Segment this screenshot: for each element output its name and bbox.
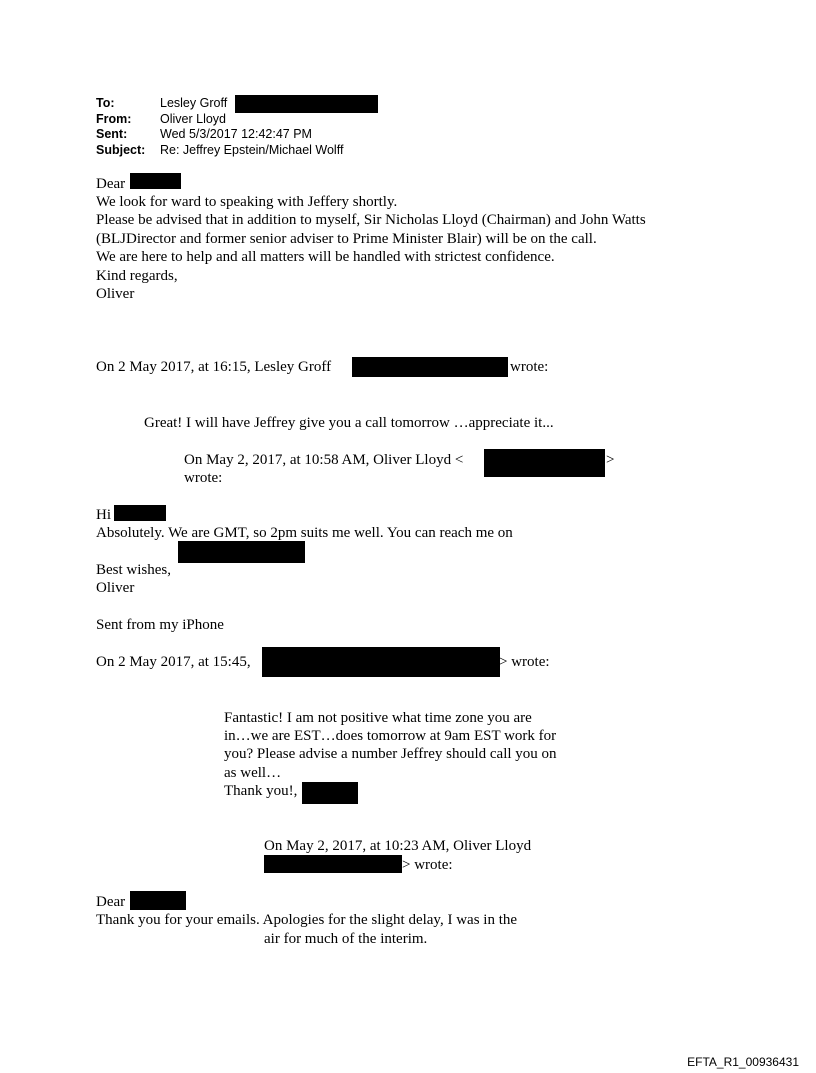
quote-2-header: On May 2, 2017, at 10:58 AM, Oliver Lloyd <	[184, 452, 464, 468]
quote-1-text: Great! I will have Jeffrey give you a call tomorrow …appreciate it...	[144, 415, 554, 431]
thanks-line-1: Thank you for your emails. Apologies for the slight delay, I was in the	[96, 912, 518, 928]
redaction-q2-email	[484, 449, 605, 477]
greeting: Dear	[96, 176, 126, 192]
sent-value: Wed 5/3/2017 12:42:47 PM	[160, 127, 312, 141]
to-label: To:	[96, 96, 115, 110]
quote-3-wrote: > wrote:	[499, 654, 550, 670]
redaction-q4-email	[264, 855, 402, 873]
redaction-to-email	[235, 95, 378, 113]
signature: Oliver	[96, 286, 135, 302]
document-id: EFTA_R1_00936431	[687, 1055, 799, 1069]
redaction-q3-sender	[262, 647, 500, 677]
redaction-q1-email	[352, 357, 508, 377]
signature-2: Oliver	[96, 580, 135, 596]
best-wishes: Best wishes,	[96, 562, 171, 578]
subject-label: Subject:	[96, 142, 146, 157]
redaction-dear-2-name	[130, 891, 186, 910]
redaction-phone-number	[178, 541, 305, 563]
thank-you: Thank you!,	[224, 783, 298, 799]
body-line-3: (BLJDirector and former senior adviser to Prime Minister Blair) will be on the call.	[96, 231, 597, 247]
fantastic-line-3: you? Please advise a number Jeffrey should call you on	[224, 746, 557, 762]
absolutely-line: Absolutely. We are GMT, so 2pm suits me well. You can reach me on	[96, 525, 513, 541]
hi-greeting: Hi	[96, 507, 111, 523]
redaction-hi-name	[114, 505, 166, 521]
quote-1-header: On 2 May 2017, at 16:15, Lesley Groff	[96, 359, 332, 375]
fantastic-line-4: as well…	[224, 765, 282, 781]
from-value: Oliver Lloyd	[160, 111, 226, 126]
body-line-4: We are here to help and all matters will be handled with strictest confidence.	[96, 249, 555, 265]
quote-2-bracket: >	[606, 452, 615, 468]
body-line-2: Please be advised that in addition to myself, Sir Nicholas Lloyd (Chairman) and John Watts	[96, 212, 646, 228]
redaction-greeting-name	[130, 173, 181, 189]
sent-label: Sent:	[96, 127, 128, 141]
fantastic-line-2: in…we are EST…does tomorrow at 9am EST work for	[224, 728, 557, 744]
body-line-1: We look for ward to speaking with Jeffery shortly.	[96, 194, 398, 210]
dear-2: Dear	[96, 894, 126, 910]
closing: Kind regards,	[96, 268, 178, 284]
fantastic-line-1: Fantastic! I am not positive what time zone you are	[224, 710, 532, 726]
quote-3-header: On 2 May 2017, at 15:45,	[96, 654, 251, 670]
from-label: From:	[96, 111, 132, 126]
sent-from-iphone: Sent from my iPhone	[96, 617, 224, 633]
quote-4-header: On May 2, 2017, at 10:23 AM, Oliver Lloyd	[264, 838, 532, 854]
quote-2-wrote: wrote:	[184, 470, 223, 486]
redaction-thank-you-name	[302, 782, 358, 804]
thanks-line-2: air for much of the interim.	[264, 931, 428, 947]
quote-1-wrote: wrote:	[510, 359, 549, 375]
to-value: Lesley Groff	[160, 96, 228, 110]
subject-value: Re: Jeffrey Epstein/Michael Wolff	[160, 142, 344, 157]
quote-4-wrote: > wrote:	[402, 857, 453, 873]
